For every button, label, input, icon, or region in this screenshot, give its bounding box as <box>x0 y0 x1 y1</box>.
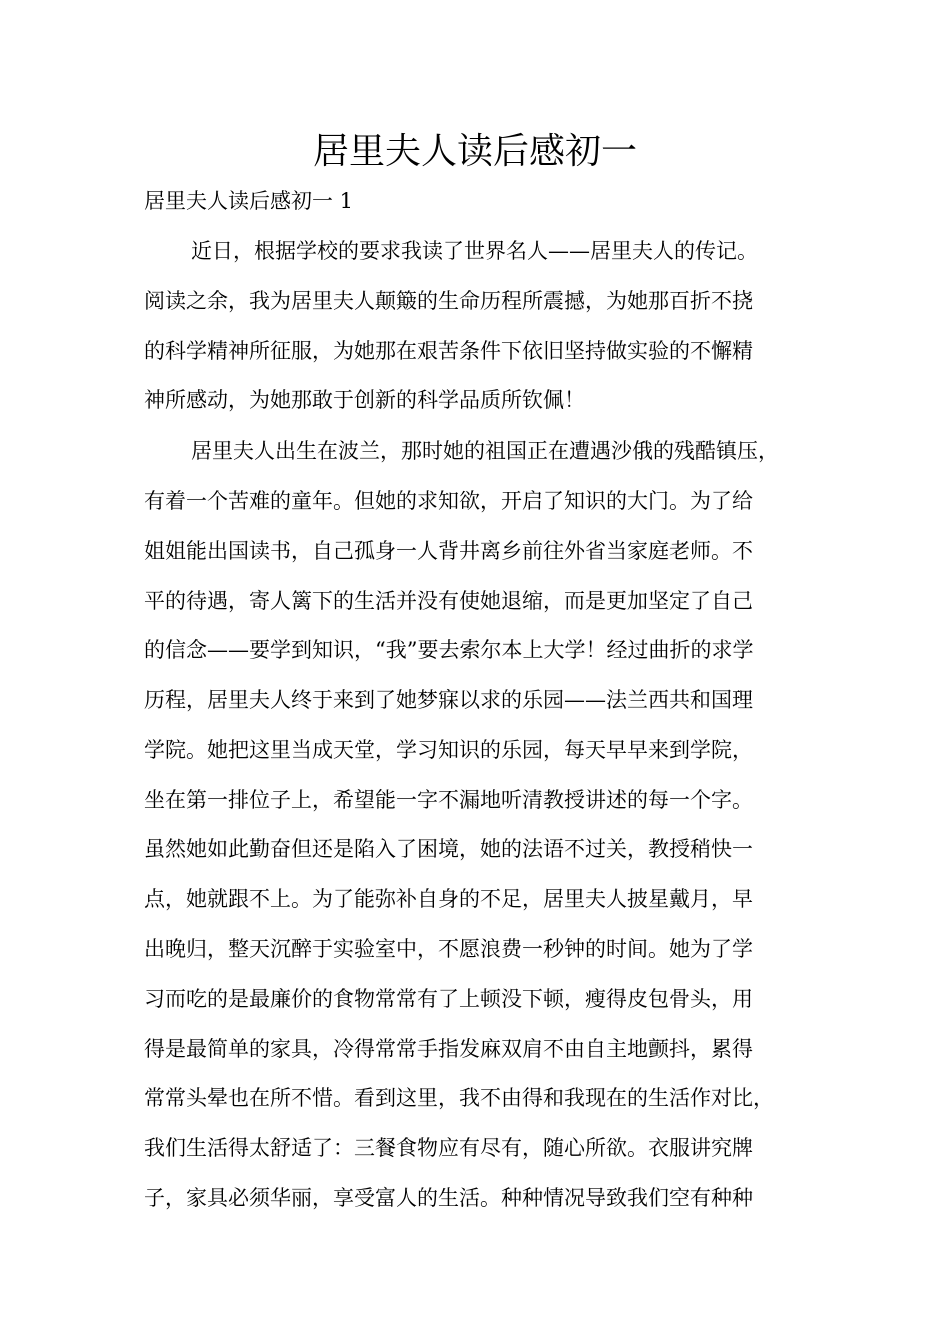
paragraph-2-line-12: 习而吃的是最廉价的食物常常有了上顿没下顿，瘦得皮包骨头，用 <box>144 987 753 1011</box>
paragraph-1-line-4: 神所感动，为她那敢于创新的科学品质所钦佩！ <box>144 388 585 412</box>
document-title: 居里夫人读后感初一 <box>312 131 637 172</box>
paragraph-2-line-2: 有着一个苦难的童年。但她的求知欲，开启了知识的大门。为了给 <box>144 489 753 513</box>
paragraph-2-line-7: 学院。她把这里当成天堂，学习知识的乐园，每天早早来到学院， <box>144 738 753 762</box>
paragraph-2-line-9: 虽然她如此勤奋但还是陷入了困境，她的法语不过关，教授稍快一 <box>144 837 753 861</box>
paragraph-2-line-6: 历程，居里夫人终于来到了她梦寐以求的乐园——法兰西共和国理 <box>144 688 753 712</box>
paragraph-2-line-8: 坐在第一排位子上，希望能一字不漏地听清教授讲述的每一个字。 <box>144 788 753 812</box>
paragraph-2-line-14: 常常头晕也在所不惜。看到这里，我不由得和我现在的生活作对比， <box>144 1086 774 1110</box>
paragraph-2-line-13: 得是最简单的家具，冷得常常手指发麻双肩不由自主地颤抖，累得 <box>144 1037 753 1061</box>
paragraph-2-line-16: 子，家具必须华丽，享受富人的生活。种种情况导致我们空有种种 <box>144 1186 753 1210</box>
paragraph-2-line-4: 平的待遇，寄人篱下的生活并没有使她退缩，而是更加坚定了自己 <box>144 589 753 613</box>
paragraph-1-line-2: 阅读之余，我为居里夫人颠簸的生命历程所震撼，为她那百折不挠 <box>144 289 753 313</box>
paragraph-2-line-1: 居里夫人出生在波兰，那时她的祖国正在遭遇沙俄的残酷镇压， <box>191 439 779 463</box>
paragraph-1-line-3: 的科学精神所征服，为她那在艰苦条件下依旧坚持做实验的不懈精 <box>144 339 753 363</box>
paragraph-2-line-10: 点，她就跟不上。为了能弥补自身的不足，居里夫人披星戴月，早 <box>144 887 753 911</box>
paragraph-2-line-5: 的信念——要学到知识，“我”要去索尔本上大学！经过曲折的求学 <box>144 638 754 662</box>
paragraph-1-line-1: 近日，根据学校的要求我读了世界名人——居里夫人的传记。 <box>191 239 758 263</box>
paragraph-2-line-15: 我们生活得太舒适了：三餐食物应有尽有，随心所欲。衣服讲究牌 <box>144 1136 753 1160</box>
document-subtitle: 居里夫人读后感初一 1 <box>144 189 354 213</box>
paragraph-2-line-3: 姐姐能出国读书，自己孤身一人背井离乡前往外省当家庭老师。不 <box>144 539 753 563</box>
paragraph-2-line-11: 出晚归，整天沉醉于实验室中，不愿浪费一秒钟的时间。她为了学 <box>144 937 753 961</box>
